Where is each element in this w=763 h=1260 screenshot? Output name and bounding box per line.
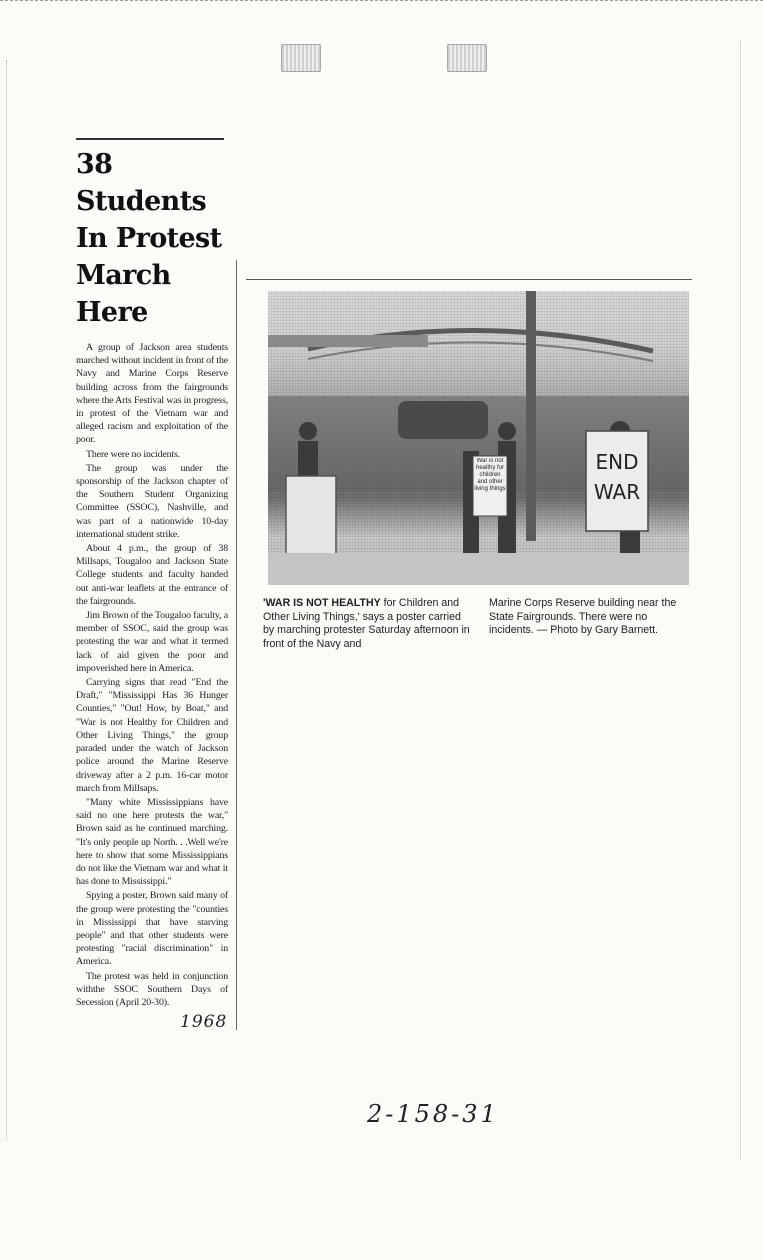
sign-war: WAR [593,480,641,504]
photo-caption-part-2: Marine Corps Reserve building near the State Fairgrounds. There were no incidents. — Photo by Gary Barnett. [489,597,677,637]
paragraph: About 4 p.m., the group of 38 Millsaps, Tougaloo and Jackson State College students and faculty handed out anti-war leaflets at the entrance of the fairgrounds. [76,543,228,607]
handwritten-year: 1968 [180,1012,228,1032]
paragraph: Jim Brown of the Tougaloo faculty, a member of SSOC, said the group was protesting the war and what it termed lack of aid given the poor and impoverished here in America. [76,610,228,674]
scan-edge-top [0,0,763,7]
photo-rule [246,279,692,280]
photo-caption-part-1 [263,597,475,651]
headline-rule [76,138,224,140]
sign-end: END [595,450,639,474]
tape-mark-right [447,44,487,72]
caption-lead: 'WAR IS NOT HEALTHY [263,597,381,609]
photo-scene [268,291,689,585]
paragraph: There were no incidents. [86,448,181,460]
paragraph: The group was under the sponsorship of the Jackson chapter of the Southern Student Organizing Committee (SSOC), Nashville, and was part of a nationwide 10-day international student strike. [76,462,228,540]
paragraph: Carrying signs that read "End the Draft," "Mississippi Has 36 Hunger Counties," "Out! How, by Boat," and "War is not Healthy for Children and Other Living Things," the group paraded under the watch of Jackson police around the Marine Reserve driveway after a 2 p.m. 16-car motor march from Millsaps. [76,677,228,794]
paragraph: The protest was held in conjunction withthe SSOC Southern Days of Secession (April 20-30). [76,970,228,1008]
tape-mark-left [281,44,321,72]
paragraph: "Many white Mississippians have said no one here protests the war," Brown said as he continued marching. "It's only people up North. . .Well we're here to show that some Mississippians do not like the Vietnam war and what it has done to Mississippi." [76,796,228,888]
sign-healthy: War is not healthy for children and other living things [474,458,506,492]
paragraph: Spying a poster, Brown said many of the group were protesting the "counties in Mississippi that have starving people" and that other students were protesting "racial discrimination" in America. [76,890,228,968]
caption-text: for Children and Other Living Things,' says a poster carried by marching protester Saturday afternoon in front of the Navy and [263,597,470,650]
article-column [76,138,230,1010]
headline: 38 Students In Protest March Here [76,149,222,328]
paragraph: A group of Jackson area students marched without incident in front of the Navy and Marine Corps Reserve building across from the fairgrounds where the Arts Festival was in progress, in protest of the Vietnam war and alleged racism and exploitation of the poor. [76,342,228,446]
column-divider [236,260,237,1030]
handwritten-file-number: 2-158-31 [367,1100,499,1128]
scan-edge-right [740,40,742,1160]
protest-photo [268,291,689,585]
scan-edge-left [6,60,8,1140]
article-body [76,341,228,1009]
